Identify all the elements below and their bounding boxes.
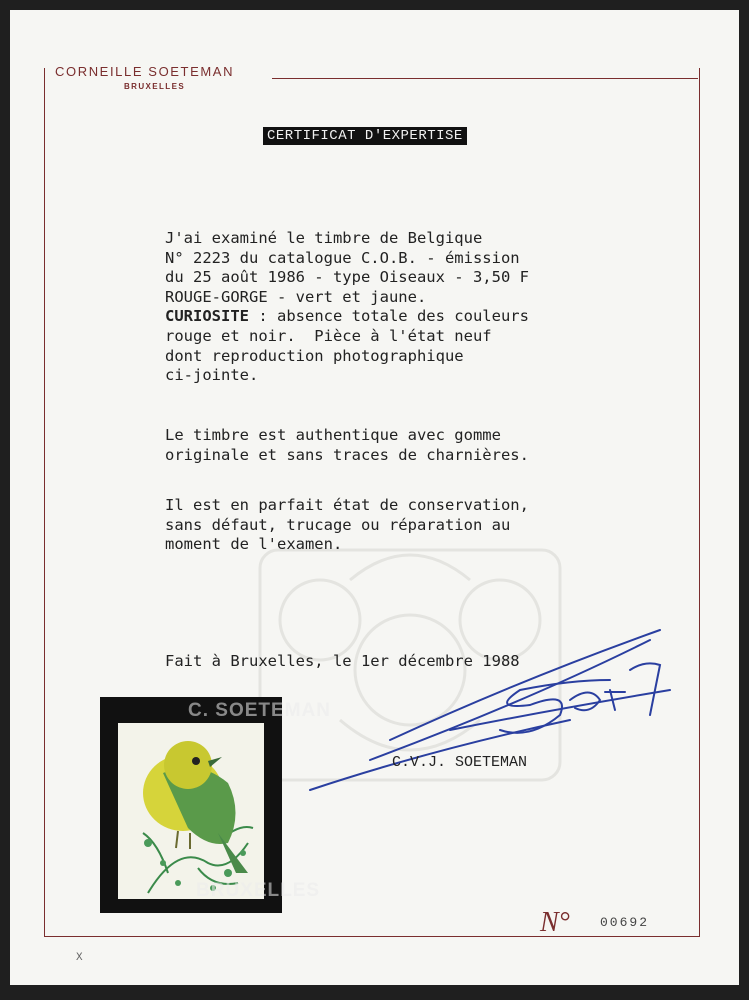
stamp-overprint-bottom: BRUXELLES: [196, 880, 321, 901]
paragraph-condition: Il est en parfait état de conservation, sans défaut, trucage ou réparation au moment de l'examen.: [165, 496, 529, 554]
place-date: Fait à Bruxelles, le 1er décembre 1988: [165, 652, 520, 670]
paragraph-stamp-description: J'ai examiné le timbre de Belgique N° 2223 du catalogue C.O.B. - émission du 25 août 1986 - type Oiseaux - 3,50 F ROUGE-GORGE - vert et jaune. CURIOSITE : absence totale des couleurs rouge et noir. Pièce à l'état neuf dont reproduction photographique ci-jointe.: [165, 229, 529, 385]
company-name: CORNEILLE SOETEMAN: [55, 64, 235, 79]
signer-name: C.V.J. SOETEMAN: [392, 754, 528, 771]
handwritten-signature: [270, 620, 690, 820]
robin-bird-illustration: [118, 723, 264, 899]
certificate-number: 00692: [600, 915, 650, 930]
corner-mark: X: [76, 952, 83, 964]
number-label: N°: [540, 907, 570, 938]
stamp-overprint-top: C. SOETEMAN: [188, 700, 331, 721]
paragraph-authenticity: Le timbre est authentique avec gomme originale et sans traces de charnières.: [165, 426, 529, 464]
curiosite-label: CURIOSITE: [165, 307, 249, 326]
stamp-image: [118, 723, 264, 899]
certificate-title: CERTIFICAT D'EXPERTISE: [263, 127, 467, 145]
company-city: BRUXELLES: [124, 82, 186, 91]
frame-top-rule: [272, 78, 698, 79]
